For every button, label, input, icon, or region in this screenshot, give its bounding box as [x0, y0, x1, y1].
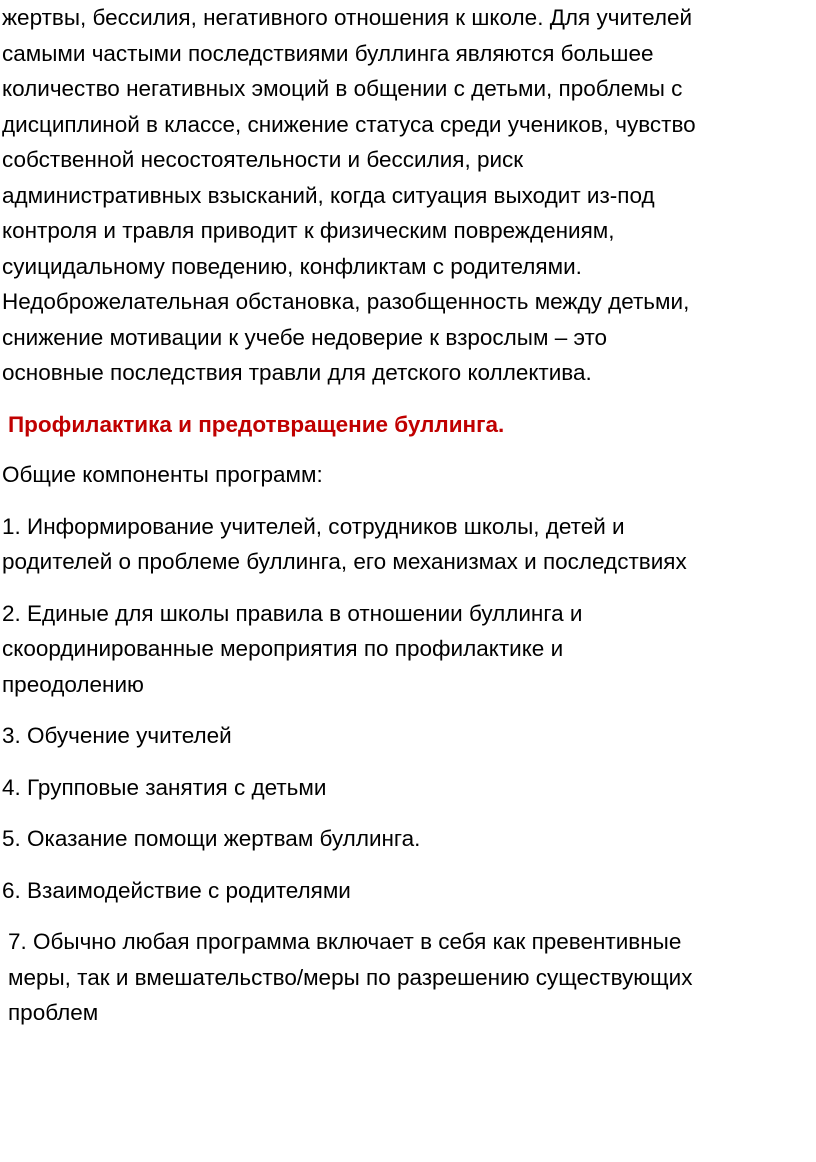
item-line: 5. Оказание помощи жертвам буллинга.: [2, 826, 421, 851]
item-line: 4. Групповые занятия с детьми: [2, 774, 327, 800]
program-item-7: [2, 924, 802, 1031]
item-line: 7. Обычно любая программа включает в себя как превентивные: [8, 929, 682, 954]
list-intro: Общие компоненты программ:: [2, 462, 323, 487]
intro-line: административных взысканий, когда ситуация выходит из-под: [2, 182, 655, 208]
intro-line: самыми частыми последствиями буллинга являются большее: [2, 40, 654, 66]
program-item-2: [2, 596, 802, 703]
program-item-5: [2, 821, 802, 857]
intro-line: количество негативных эмоций в общении с детьми, проблемы с: [2, 76, 683, 101]
intro-line: жертвы, бессилия, негативного отношения к школе. Для учителей: [2, 5, 693, 30]
intro-line: дисциплиной в классе, снижение статуса среди учеников, чувство: [2, 111, 696, 137]
item-line: меры, так и вмешательство/меры по разрешению существующих: [8, 964, 693, 990]
program-item-1: [2, 509, 802, 580]
program-item-6: [2, 873, 802, 909]
intro-line: Недоброжелательная обстановка, разобщенность между детьми,: [2, 289, 690, 314]
item-line: преодолению: [2, 671, 144, 697]
item-line: проблем: [8, 1000, 99, 1025]
item-line: 6. Взаимодействие с родителями: [2, 877, 351, 903]
intro-line: снижение мотивации к учебе недоверие к взрослым – это: [2, 324, 608, 350]
item-line: родителей о проблеме буллинга, его механизмах и последствиях: [2, 549, 687, 574]
document-page: [2, 0, 802, 1031]
program-item-4: [2, 770, 802, 806]
item-line: 1. Информирование учителей, сотрудников школы, детей и: [2, 513, 625, 539]
intro-line: суицидальному поведению, конфликтам с родителями.: [2, 253, 582, 279]
intro-paragraph: [2, 0, 802, 391]
intro-line: контроля и травля приводит к физическим повреждениям,: [2, 218, 615, 243]
program-item-3: [2, 718, 802, 754]
section-heading: Профилактика и предотвращение буллинга.: [8, 411, 505, 437]
item-line: 3. Обучение учителей: [2, 723, 232, 748]
item-line: 2. Единые для школы правила в отношении буллинга и: [2, 600, 583, 626]
intro-line: собственной несостоятельности и бессилия, риск: [2, 147, 524, 172]
item-line: скоординированные мероприятия по профилактике и: [2, 636, 564, 661]
intro-line: основные последствия травли для детского коллектива.: [2, 360, 592, 385]
